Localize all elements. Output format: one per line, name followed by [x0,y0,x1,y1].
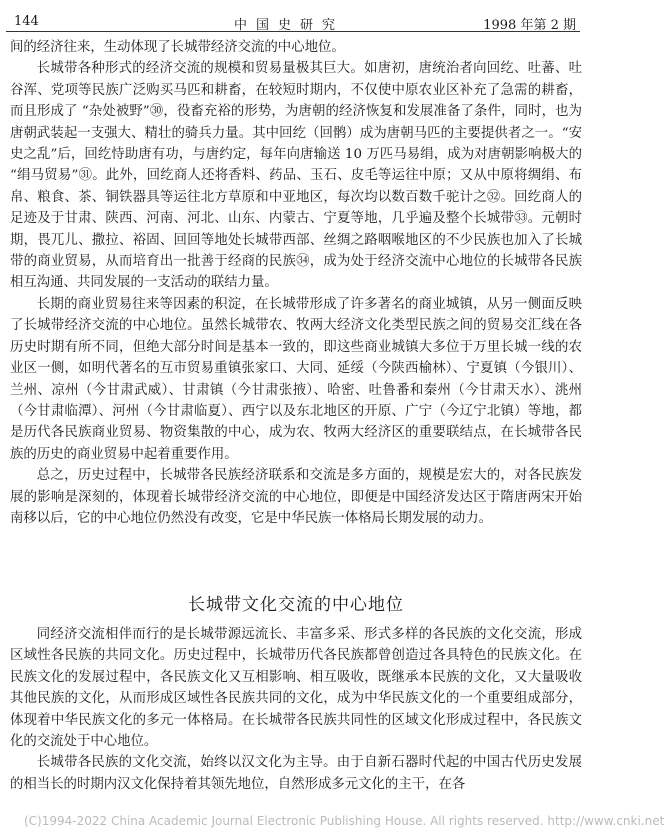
body-text-lower [10,624,582,795]
paragraph-trade-scale: 长城带各种形式的经济交流的规模和贸易量极其巨大。如唐初，唐统治者向回纥、吐蕃、吐谷浑、党项等民族广泛购买马匹和耕畜，在较短时期内，不仅使中原农业区补充了急需的耕畜，而且形成了 “杂处被野”㉚，役畜充裕的形势，为唐朝的经济恢复和发展准备了条件，同时，也为唐朝武装起一支强大、精壮的骑兵力量。其中回纥（回鹘）成为唐朝马匹的主要提供者之一。“安史之乱”后，回纥恃助唐有功，与唐约定，每年向唐输送 10 万匹马易绢，成为对唐朝影响极大的 “绢马贸易”㉛。此外，回纥商人还将香料、药品、玉石、皮毛等运往中原；又从中原将绸绢、布帛、粮食、茶、铜铁器具等运往北方草原和中亚地区，每次均以数百数千驼计之㉜。回纥商人的足迹及于甘肃、陕西、河南、河北、山东、内蒙古、宁夏等地，几乎遍及整个长城带㉝。元朝时期，畏兀儿、撒拉、裕固、回回等地处长城带西部、丝绸之路咽喉地区的不少民族也加入了长城带的商业贸易，从而培育出一批善于经商的民族㉞，成为处于经济交流中心地位的长城带各民族相互沟通、共同发展的一支活动的联结力量。 [10,61,582,291]
copyright-watermark: (C)1994-2022 China Academic Journal Electronic Publishing House. All rights reserved. http://www.cnki.net [24,814,664,828]
paragraph-economic-summary: 总之，历史过程中，长城带各民族经济联系和交流是多方面的，规模是宏大的，对各民族发展的影响是深刻的，体现着长城带经济交流的中心地位，即便是中国经济发达区于隋唐两宋开始南移以后，它的中心地位仍然没有改变，它是中华民族一体格局长期发展的动力。 [10,468,582,526]
issue-label: 1998 年第 2 期 [483,18,576,33]
journal-running-title: 中国史研究 [234,18,345,33]
paragraph-han-culture: 长城带各民族的文化交流，始终以汉文化为主导。由于自新石器时代起的中国古代历史发展的相当长的时期内汉文化保持着其领先地位，自然形成多元文化的主干，在各 [10,755,582,792]
body-text-upper [10,37,582,529]
page-number: 144 [14,14,39,29]
header-rule [6,31,580,32]
paragraph-commercial-towns: 长期的商业贸易往来等因素的积淀，在长城带形成了许多著名的商业城镇，从另一侧面反映了长城带经济交流的中心地位。虽然长城带农、牧两大经济文化类型民族之间的贸易交汇线在各历史时期有所不同，但绝大部分时间是基本一致的，即这些商业城镇大多位于万里长城一线的农业区一侧，如明代著名的互市贸易重镇张家口、大同、延绥（今陕西榆林）、宁夏镇（今银川）、兰州、凉州（今甘肃武威）、甘肃镇（今甘肃张掖）、哈密、吐鲁番和秦州（今甘肃天水）、洮州（今甘肃临潭）、河州（今甘肃临夏）、西宁以及东北地区的开原、广宁（今辽宁北镇）等地，都是历代各民族商业贸易、物资集散的中心，成为农、牧两大经济区的重要联结点，在长城带各民族的历史的商业贸易中起着重要作用。 [10,296,582,462]
section-heading: 长城带文化交流的中心地位 [188,595,404,615]
paragraph-cultural-exchange: 同经济交流相伴而行的是长城带源远流长、丰富多采、形式多样的各民族的文化交流，形成区域性各民族的共同文化。历史过程中，长城带历代各民族都曾创造过各具特色的民族文化。在民族文化的发展过程中，各民族文化又互相影响、相互吸收，既继承本民族的文化，又大量吸收其他民族的文化，从而形成区域性各民族共同的文化，成为中华民族文化的一个重要组成部分，体现着中华民族文化的多元一体格局。在长城带各民族共同性的区域文化形成过程中，各民族文化的交流处于中心地位。 [10,627,582,750]
paragraph-continuation: 间的经济往来，生动体现了长城带经济交流的中心地位。 [10,40,345,55]
